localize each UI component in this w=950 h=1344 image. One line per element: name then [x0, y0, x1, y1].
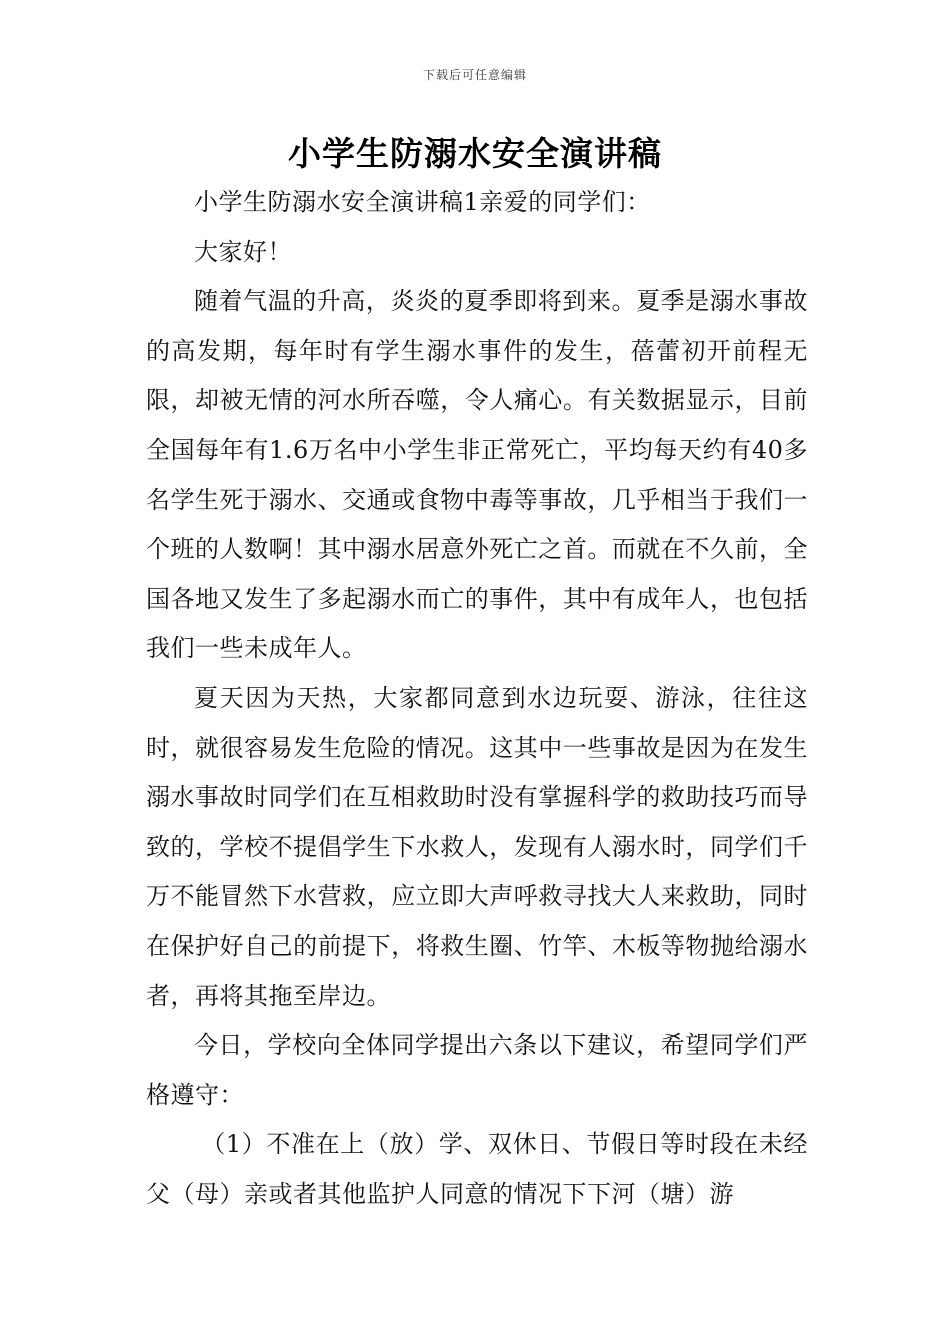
paragraph-rule-1: （1）不准在上（放）学、双休日、节假日等时段在未经父（母）亲或者其他监护人同意的情况下下河（塘）游: [146, 1130, 808, 1208]
document-body: [146, 178, 808, 1219]
paragraph-suggestions-intro: 今日，学校向全体同学提出六条以下建议，希望同学们严格遵守：: [146, 1031, 808, 1109]
paragraph-greeting-line: 小学生防溺水安全演讲稿1亲爱的同学们：: [194, 188, 651, 216]
paragraph-rescue-advice: 夏天因为天热，大家都同意到水边玩耍、游泳，往往这时，就很容易发生危险的情况。这其中一些事故是因为在发生溺水事故时同学们在互相救助时没有掌握科学的救助技巧而导致的，学校不提倡学生下水救人，发现有人溺水时，同学们千万不能冒然下水营救，应立即大声呼救寻找大人来救助，同时在保护好自己的前提下，将救生圈、竹竿、木板等物抛给溺水者，再将其拖至岸边。: [146, 683, 808, 1010]
header-note: 下载后可任意编辑: [422, 68, 527, 82]
document-title: 小学生防溺水安全演讲稿: [288, 134, 662, 173]
paragraph-summer-risk: 随着气温的升高，炎炎的夏季即将到来。夏季是溺水事故的高发期，每年时有学生溺水事件的发生，蓓蕾初开前程无限，却被无情的河水所吞噬，令人痛心。有关数据显示，目前全国每年有1.6万名中小学生非正常死亡，平均每天约有40多名学生死于溺水、交通或食物中毒等事故，几乎相当于我们一个班的人数啊！其中溺水居意外死亡之首。而就在不久前，全国各地又发生了多起溺水而亡的事件，其中有成年人，也包括我们一些未成年人。: [146, 287, 808, 663]
paragraph-hello: 大家好！: [194, 237, 292, 266]
